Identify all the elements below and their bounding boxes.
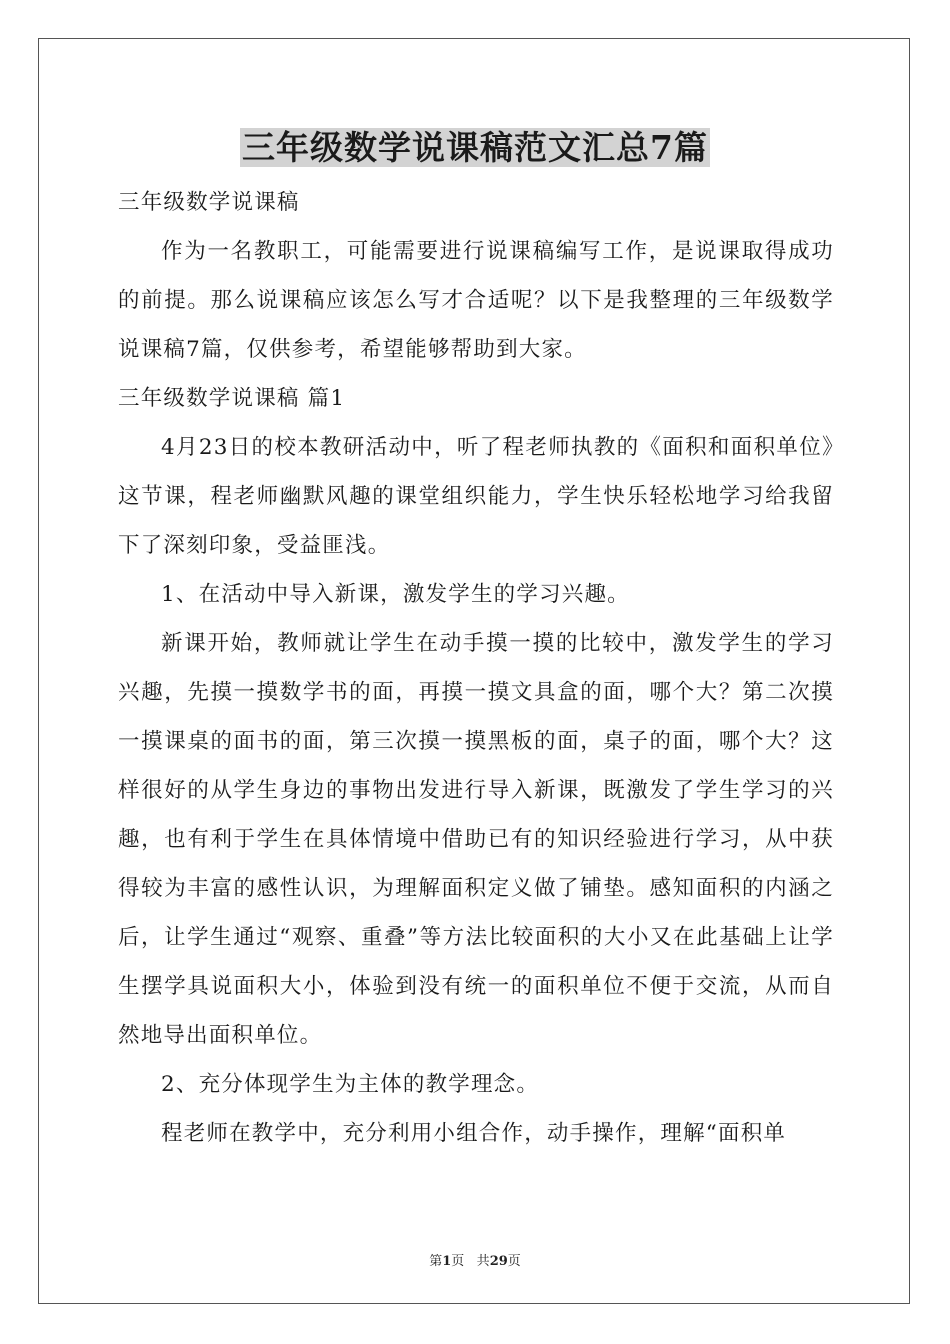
body-paragraph: 程老师在教学中，充分利用小组合作，动手操作，理解“面积单 (161, 1121, 787, 1146)
point-heading: 2、充分体现学生为主体的教学理念。 (161, 1072, 540, 1097)
section-heading: 三年级数学说课稿 篇1 (118, 386, 346, 411)
body-paragraph: 新课开始，教师就让学生在动手摸一摸的比较中，激发学生的学习兴趣，先摸一摸数学书的面，再摸一摸文具盒的面，哪个大？第二次摸一摸课桌的面书的面，第三次摸一摸黑板的面，桌子的面，哪个大？这样很好的从学生身边的事物出发进行导入新课，既激发了学生学习的兴趣，也有利于学生在具体情境中借助已有的知识经验进行学习，从中获得较为丰富的感性认识，为理解面积定义做了铺垫。感知面积的内涵之后，让学生通过“观察、重叠”等方法比较面积的大小又在此基础上让学生摆学具说面积大小，体验到没有统一的面积单位不便于交流，从而自然地导出面积单位。 (118, 631, 834, 1048)
footer-page-suffix: 页 (451, 1254, 465, 1269)
document-body (118, 178, 834, 1158)
body-paragraph: 4月23日的校本教研活动中，听了程老师执教的《面积和面积单位》这节课，程老师幽默风趣的课堂组织能力，学生快乐轻松地学习给我留下了深刻印象，受益匪浅。 (118, 435, 834, 558)
footer-total-prefix: 共 (476, 1254, 490, 1269)
footer-total-suffix: 页 (507, 1254, 521, 1269)
point-heading: 1、在活动中导入新课，激发学生的学习兴趣。 (161, 582, 630, 607)
section-heading: 三年级数学说课稿 (118, 190, 300, 215)
document-title (0, 126, 950, 170)
intro-paragraph: 作为一名教职工，可能需要进行说课稿编写工作，是说课取得成功的前提。那么说课稿应该怎么写才合适呢？以下是我整理的三年级数学说课稿7篇，仅供参考，希望能够帮助到大家。 (118, 239, 834, 362)
document-title-text: 三年级数学说课稿范文汇总7篇 (242, 128, 708, 167)
page-footer (0, 1250, 950, 1269)
footer-page-prefix: 第 (429, 1254, 443, 1269)
footer-total-pages: 29 (489, 1254, 508, 1269)
footer-page-number: 1 (442, 1254, 452, 1269)
